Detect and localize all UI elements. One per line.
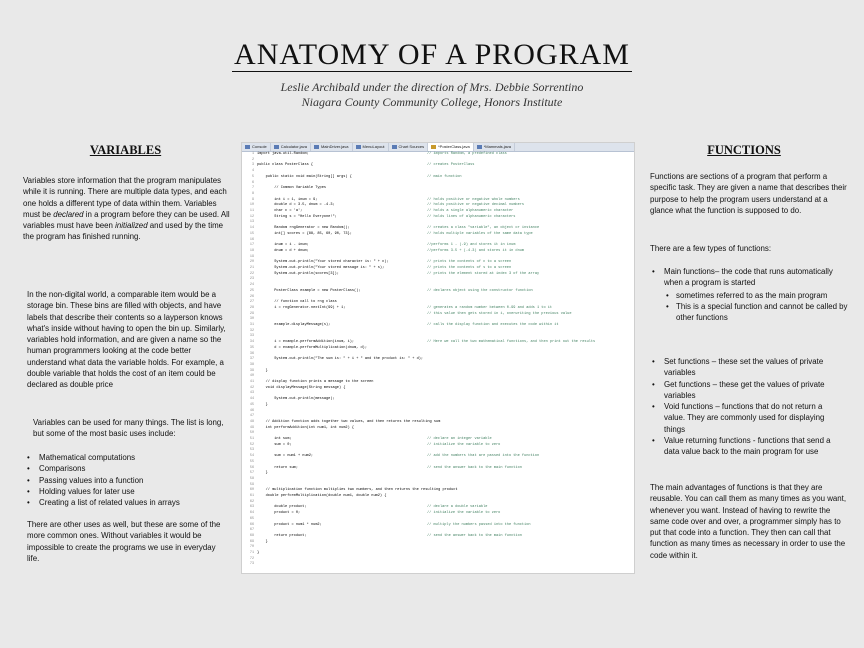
code-text: // Addition function adds together two values, and then returns the resulting sum [257,419,441,424]
code-comment: // send the answer back to the main function [427,465,522,470]
code-text: System.out.println("Your stored message is: " + s); [257,266,385,270]
java-file-icon [392,145,397,149]
line-number: 31 [249,323,254,327]
initialized-emphasis: initialized [115,221,148,231]
code-line [242,443,632,448]
code-line [242,220,632,225]
code-line [242,226,632,231]
list-item: • Value returning functions - functions that send a data value back to the main program for use [650,435,840,458]
code-comment: // declares object using the constructor function [427,288,533,293]
code-comment: // Here we call the two mathematical functions, and then print out the results [427,340,596,345]
code-line [242,551,632,556]
line-number: 47 [249,414,254,419]
line-number: 4 [251,169,254,174]
code-line [242,243,632,248]
line-number: 66 [249,522,254,527]
list-item: • Mathematical computations [25,452,225,463]
code-comment: // initialize the variable to zero [427,511,501,516]
code-comment: // calls the display function and executes the code within it [427,323,559,327]
code-text: int[] scores = {88, 85, 60, 90, 73}; [257,231,352,236]
code-line [242,203,632,208]
declared-emphasis: declared [53,209,84,219]
code-line [242,306,632,311]
line-number: 48 [249,419,254,424]
code-line [242,420,632,425]
code-text: char c = 'a'; [257,209,303,213]
line-number: 44 [249,397,254,402]
line-number: 29 [249,311,254,316]
line-number: 37 [249,357,254,362]
code-comment: // send the answer back to the main function [427,533,522,538]
java-file-icon [356,145,361,149]
code-comment: // creates PosterClass [427,163,475,168]
code-line [242,198,632,203]
code-text: } [257,368,268,373]
code-text: double d = 3.5, dnum = -4.3; [257,203,335,208]
code-text: // Common Variable Types [257,186,327,191]
code-line [242,391,632,396]
code-text: // multiplication function multiplies two numbers, and then returns the resulting product [257,488,458,493]
functions-intro-paragraph: Functions are sections of a program that perform a specific task. They are given a name that describes their purpose to help the program users understand at a glance what the function is supposed to do. [650,172,847,215]
code-line [242,488,632,493]
line-number: 8 [251,191,254,196]
line-number: 58 [249,476,254,481]
line-number: 65 [249,516,254,521]
code-line [242,232,632,237]
code-line [242,448,632,453]
code-line [242,334,632,339]
storage-bin-paragraph: In the non-digital world, a comparable item would be a storage bin. These bins are filled with objects, and have labels that describe their contents so a layperson knows what's inside without having to open the bin up. Similarly, variables hold information, and are given a name so the human programmers looking at the code better understand what data the variable holds. For example, a double variable that holds the cost of an item could be declared as double price [27,290,226,390]
code-line [242,528,632,533]
line-number: 42 [249,385,254,390]
code-text: product = num1 * num2; [257,522,322,527]
code-text: } [257,471,268,476]
line-number: 53 [249,448,254,453]
code-text: sum = 0; [257,442,292,447]
code-comment: //performs 3.5 + (-4.3) and stores it in dnum [427,248,525,253]
line-number: 49 [249,425,254,430]
code-line [242,266,632,271]
code-line [242,500,632,505]
line-number: 50 [249,431,254,436]
code-line [242,397,632,402]
variables-closing-paragraph: There are other uses as well, but these are some of the more common ones. Without variables it would be impossible to create the programs we use in everyday life. [27,520,221,563]
code-text: System.out.println("The sum is: " + i + " and the product is: " + d); [257,357,424,362]
code-line [242,483,632,488]
code-text: inum = i - inum; [257,243,309,248]
line-number: 68 [249,533,254,538]
functions-heading: FUNCTIONS [707,143,781,157]
code-text: sum = num1 + num2; [257,454,314,459]
functions-advantages-paragraph: The main advantages of functions is that they are reusable. You can call them as many times as you want, whenever you want. Instead of having to rewrite the same code over and over, a programmer simply has to put that code into a function. They then can call that function as many times as necessary in order to use the code within it. [650,483,847,560]
code-line [242,409,632,414]
code-text: public static void main(String[] args) { [257,174,352,179]
code-line [242,272,632,277]
list-item: • sometimes referred to as the main program [664,290,848,301]
code-comment: // prints the contents of c to a screen [427,260,512,265]
line-number: 69 [249,539,254,544]
code-comment: // prints the element stored at index 3 of the array [427,271,540,276]
code-line [242,317,632,322]
code-comment: // holds lines of alphanumeric characters [427,214,516,219]
code-line [242,545,632,550]
code-text: // display function prints a message to the screen [257,380,374,384]
code-comment: // generates a random number between 0-99 and adds 1 to it [427,305,553,310]
line-number: 28 [249,305,254,310]
code-line [242,466,632,471]
code-line [242,169,632,174]
code-text: int performAddition(int num1, int num2) { [257,425,355,430]
java-file-icon [245,145,250,149]
line-number: 64 [249,511,254,516]
line-number: 6 [251,180,254,185]
line-number: 32 [249,328,254,333]
line-number: 39 [249,368,254,373]
code-line [242,300,632,305]
code-text: System.out.println(scores[3]); [257,271,339,276]
code-line [242,414,632,419]
code-line [242,386,632,391]
code-line [242,540,632,545]
line-number: 72 [249,556,254,561]
line-number: 21 [249,266,254,270]
code-comment: // multiply the numbers passed into the function [427,522,531,527]
code-line [242,152,632,157]
code-text: String s = "Hello Everyone!"; [257,214,337,219]
editor-tab-label: MenuLayout [362,144,385,149]
line-number: 19 [249,254,254,259]
line-number: 10 [249,203,254,208]
code-line [242,175,632,180]
list-item: • Creating a list of related values in arrays [25,497,225,508]
line-number: 63 [249,505,254,510]
editor-tab[interactable] [389,143,429,151]
line-number: 20 [249,260,254,265]
code-text: i = example.performAddition(inum, i); [257,340,355,345]
editor-tab-label: *Mammals.java [483,144,512,149]
code-comment: // initialize the variable to zero [427,442,501,447]
function-types-list [650,356,840,458]
code-text: } [257,402,268,407]
code-text: d = example.performMultiplication(dnum, d); [257,345,367,350]
line-number: 23 [249,277,254,282]
code-comment: // creates a class "variable", an object or instance [427,226,540,231]
main-function-list [650,266,848,323]
code-comment: // holds a single alphanumeric character [427,209,514,213]
code-comment: // this value then gets stored in i, overwriting the previous value [427,311,572,316]
line-number: 34 [249,340,254,345]
code-text: } [257,551,260,555]
title-underline [232,71,632,72]
line-number: 2 [251,157,254,162]
code-line [242,295,632,300]
code-line [242,369,632,374]
line-number: 56 [249,465,254,470]
line-number: 1 [251,152,254,156]
list-item: • Get functions – these get the values of private variables [650,379,840,402]
line-number: 38 [249,362,254,367]
code-line [242,352,632,357]
line-number: 17 [249,243,254,248]
code-line [242,209,632,214]
variables-heading: VARIABLES [89,143,162,157]
code-line [242,329,632,334]
code-line [242,477,632,482]
code-line [242,186,632,191]
code-comment: // prints the contents of s to a screen [427,266,512,270]
line-number: 36 [249,351,254,356]
list-item: • Comparisons [25,463,225,474]
code-line [242,426,632,431]
line-number: 71 [249,551,254,555]
code-line [242,460,632,465]
code-text: System.out.println("Your stored character is: " + c); [257,260,389,265]
code-text: Random rngGenerator = new Random(); [257,226,350,231]
code-line [242,312,632,317]
line-number: 46 [249,408,254,413]
list-item: • This is a special function and cannot be called by other functions [664,301,848,324]
line-number: 51 [249,437,254,441]
code-line [242,249,632,254]
code-comment: //performs 1 - (-9) and stores it in inum [427,243,516,248]
line-number: 9 [251,197,254,202]
line-number: 40 [249,374,254,379]
editor-tab[interactable] [242,143,271,151]
line-number: 22 [249,271,254,276]
code-line [242,380,632,385]
code-text: return product; [257,533,307,538]
code-line [242,283,632,288]
code-text: void displayMessage(String message) { [257,385,346,390]
code-line [242,562,632,567]
code-line [242,363,632,368]
code-line [242,340,632,345]
line-number: 73 [249,562,254,567]
code-comment: // holds positive or negative decimal numbers [427,203,525,208]
code-text: example.displayMessage(s); [257,323,331,327]
code-line [242,346,632,351]
line-number: 13 [249,220,254,225]
code-line [242,238,632,243]
line-number: 55 [249,459,254,464]
line-number: 16 [249,237,254,242]
java-file-icon [431,145,436,149]
java-file-icon [314,145,319,149]
code-line [242,454,632,459]
code-text: int i = 1, inum = 9; [257,197,318,202]
line-number: 70 [249,545,254,550]
code-line [242,437,632,442]
line-number: 18 [249,248,254,253]
code-text: public class PosterClass { [257,163,314,168]
line-number: 24 [249,283,254,288]
code-text: import java.util.Random; [257,152,309,156]
code-line [242,403,632,408]
code-line [242,158,632,163]
code-text: // function call to rng class [257,300,337,305]
list-item: • Passing values into a function [25,475,225,486]
line-number: 52 [249,442,254,447]
variables-intro-paragraph: Variables store information that the program manipulates while it is running. There are multiple data types, and each one holds a different type of data within them. Variables must be declared in a program before they can be used. All variables must have been initialized and used by the time the program has finished running. [23,176,230,242]
function-types-intro: There are a few types of functions: [650,244,772,253]
code-text: int sum; [257,437,292,441]
poster-institution: Niagara County Community College, Honors Institute [301,95,563,109]
editor-tab[interactable] [428,143,474,151]
line-number: 30 [249,317,254,322]
main-function-sublist [664,290,848,324]
variables-uses-intro: Variables can be used for many things. The list is long, but some of the most basic uses include: [33,418,224,439]
java-file-icon [477,145,482,149]
code-text: product = 0; [257,511,301,516]
code-text: PosterClass example = new PosterClass(); [257,288,361,293]
code-comment: // declare a double variable [427,505,488,510]
line-number: 33 [249,334,254,339]
code-comment: // add the numbers that are passed into the function [427,454,540,459]
poster-title: ANATOMY OF A PROGRAM [234,38,630,71]
list-item: • Holding values for later use [25,486,225,497]
code-line [242,517,632,522]
line-number: 61 [249,494,254,498]
code-text: return sum; [257,465,298,470]
variables-uses-list [25,452,225,508]
editor-tab-label: *PosterClass.java [438,144,470,149]
code-line [242,357,632,362]
code-comment: // declare an integer variable [427,437,492,441]
code-line [242,534,632,539]
line-number: 11 [249,209,254,213]
code-text: i = rngGenerator.nextInt(99) + 1; [257,305,346,310]
code-line [242,505,632,510]
line-number: 41 [249,380,254,384]
code-editor-panel [241,142,635,574]
line-number: 14 [249,226,254,231]
line-number: 5 [251,174,254,179]
editor-tab[interactable] [353,143,389,151]
code-text: double performMultiplication(double num1, double num2) { [257,494,387,498]
code-line [242,277,632,282]
editor-tab-label: Chart Sources [398,144,425,149]
code-line [242,289,632,294]
editor-tab-bar [242,143,634,152]
line-number: 25 [249,288,254,293]
code-line [242,511,632,516]
poster-author: Leslie Archibald under the direction of Mrs. Debbie Sorrentino [280,80,584,94]
code-text: } [257,539,268,544]
editor-tab-label: MainDriver.java [320,144,349,149]
line-number: 26 [249,294,254,299]
editor-tab-label: Calculator.java [280,144,307,149]
code-line [242,557,632,562]
java-file-icon [274,145,279,149]
editor-tab[interactable] [271,143,311,151]
code-comment: // main function [427,174,462,179]
code-line [242,215,632,220]
editor-tab-label: Console [252,144,267,149]
line-number: 27 [249,300,254,305]
line-number: 59 [249,482,254,487]
line-number: 54 [249,454,254,459]
line-number: 35 [249,345,254,350]
code-line [242,523,632,528]
code-line [242,494,632,499]
code-line [242,255,632,260]
code-comment: // holds multiple variables of the same data type [427,231,533,236]
code-line [242,181,632,186]
code-comment: // imports Random, a predefined class [427,152,507,156]
line-number: 62 [249,499,254,504]
line-number: 45 [249,402,254,407]
line-number: 60 [249,488,254,493]
line-number: 43 [249,391,254,396]
line-number: 67 [249,528,254,533]
code-text: System.out.println(message); [257,397,335,402]
editor-tab[interactable] [474,143,515,151]
line-number: 7 [251,186,254,191]
code-line [242,260,632,265]
list-item: • Main functions– the code that runs automatically when a program is started • sometimes referred to as the main program • This is a special function and cannot be called by other functions [650,266,848,323]
code-comment: // holds positive or negative whole numbers [427,197,520,202]
editor-tab[interactable] [311,143,353,151]
code-line [242,431,632,436]
code-line [242,163,632,168]
code-line [242,192,632,197]
code-line [242,471,632,476]
list-item: • Set functions – these set the values of private variables [650,356,840,379]
code-text: double product; [257,505,307,510]
code-text: dnum = d + dnum; [257,248,309,253]
line-number: 57 [249,471,254,476]
line-number: 3 [251,163,254,168]
list-item: • Void functions – functions that do not return a value. They are commonly used for displaying things [650,401,840,435]
line-number: 15 [249,231,254,236]
code-line [242,374,632,379]
code-line [242,323,632,328]
line-number: 12 [249,214,254,219]
